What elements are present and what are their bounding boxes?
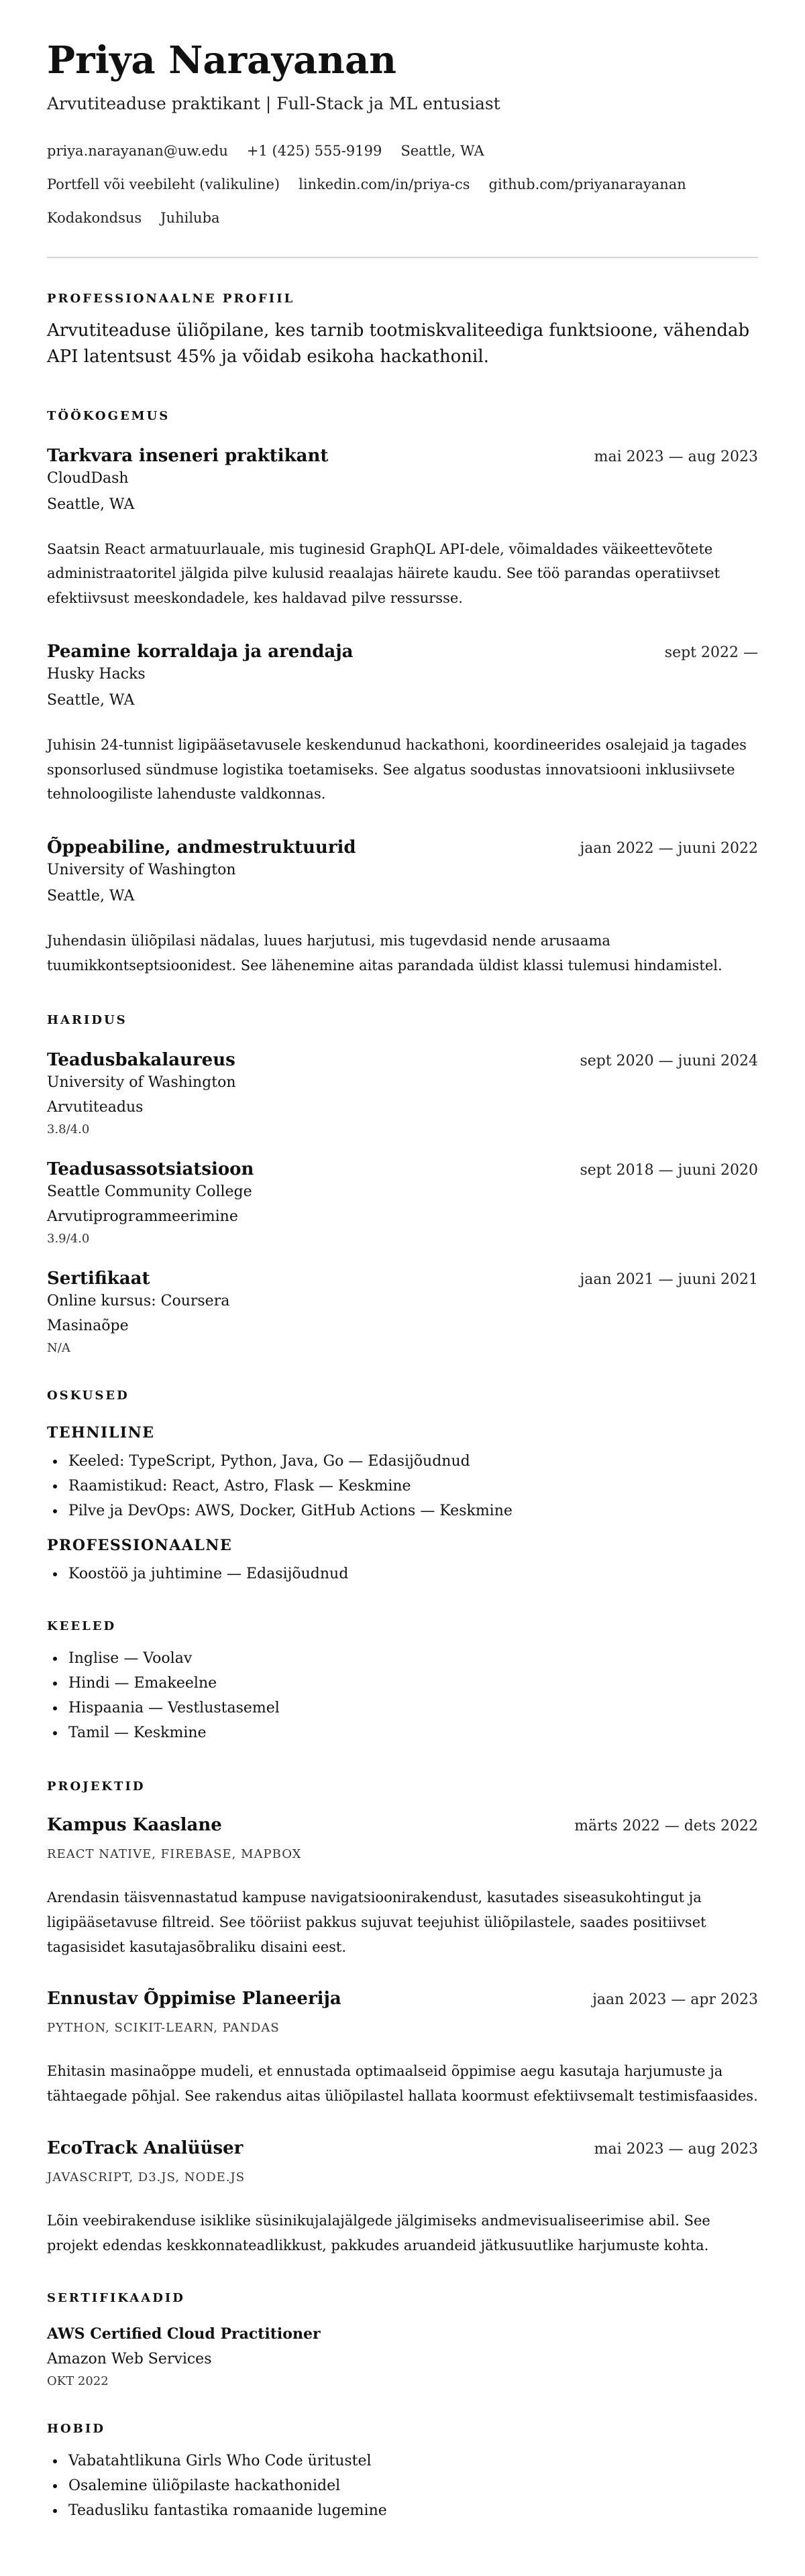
job-location: Seattle, WA — [47, 888, 135, 905]
project-title: EcoTrack Analüüser — [47, 2138, 244, 2158]
project-title: Ennustav Õppimise Planeerija — [47, 1989, 341, 2009]
project-entry — [47, 2138, 758, 2258]
github-link[interactable]: github.com/priyanarayanan — [488, 176, 686, 192]
job-title: Tarkvara inseneri praktikant — [47, 445, 329, 466]
email-link[interactable]: priya.narayanan@uw.edu — [47, 142, 228, 159]
languages-section — [47, 1619, 758, 1746]
degree-title: Teadusassotsiatsioon — [47, 1159, 254, 1179]
gpa: 3.9/4.0 — [47, 1231, 90, 1246]
job-description: Juhendasin üliõpilasi nädalas, luues harjutusi, mis tugevdasid nende arusaama tuumikkontseptsioonidest. See lähenemine aitas parandada üldist klassi tulemusi hindamistel. — [47, 933, 722, 974]
project-date: jaan 2023 — apr 2023 — [592, 1991, 758, 2009]
school-name: Online kursus: Coursera — [47, 1292, 230, 1309]
project-description: Lõin veebirakenduse isiklike süsinikujalajälgede jälgimiseks andmevisualiseerimise abil. See projekt edendas keskkonnateadlikkust, pakkudes aruandeid jätkusuutlike harjumuste kohta. — [47, 2212, 710, 2253]
degree-date: jaan 2021 — juuni 2021 — [580, 1271, 758, 1288]
degree-title: Teadusbakalaureus — [47, 1049, 235, 1070]
list-item: • Teadusliku fantastika romaanide lugemine — [66, 2499, 758, 2524]
school-name: Seattle Community College — [47, 1183, 252, 1200]
job-date: mai 2023 — aug 2023 — [594, 448, 758, 465]
hobbies-section — [47, 2422, 758, 2524]
profile-section — [47, 292, 758, 370]
education-entry — [47, 1159, 758, 1246]
job-location: Seattle, WA — [47, 495, 135, 513]
gpa: N/A — [47, 1340, 70, 1355]
drivers-license: Juhiluba — [160, 209, 220, 226]
study-field: Arvutiteadus — [47, 1098, 144, 1116]
list-item: • Keeled: TypeScript, Python, Java, Go — Edasijõudnud — [66, 1450, 758, 1474]
section-title-projects: PROJEKTID — [47, 1779, 146, 1794]
skills-section — [47, 1389, 758, 1588]
contact-row-links — [47, 176, 758, 192]
school-name: University of Washington — [47, 1073, 236, 1091]
candidate-subtitle: Arvutiteaduse praktikant | Full-Stack ja ML entusiast — [47, 93, 500, 113]
section-title-skills: OSKUSED — [47, 1388, 129, 1403]
job-title: Õppeabiline, andmestruktuurid — [47, 837, 356, 858]
job-org: Husky Hacks — [47, 665, 146, 683]
projects-section — [47, 1779, 758, 2258]
section-title-education: HARIDUS — [47, 1012, 127, 1027]
certificate-date: OKT 2022 — [47, 2374, 109, 2389]
section-title-experience: TÖÖKOGEMUS — [47, 408, 170, 423]
hobbies-list — [47, 2449, 758, 2524]
list-item: • Koostöö ja juhtimine — Edasijõudnud — [66, 1562, 758, 1587]
list-item: • Vabatahtlikuna Girls Who Code üritustel — [66, 2449, 758, 2474]
list-item: • Hispaania — Vestlustasemel — [66, 1696, 758, 1721]
languages-list — [47, 1647, 758, 1746]
job-date: sept 2022 — — [664, 644, 758, 661]
degree-title: Sertifikaat — [47, 1268, 150, 1289]
header-divider — [47, 257, 758, 258]
job-description: Saatsin React armatuurlauale, mis tuginesid GraphQL API-dele, võimaldades väikeettevõtete administraatoritel jälgida pilve kulusid reaalajas häirete kaudu. See töö parandas operatiivset efektiivsust meeskondadele, kes haldavad pilve ressursse. — [47, 540, 720, 607]
degree-date: sept 2018 — juuni 2020 — [580, 1161, 758, 1179]
project-tech: PYTHON, SCIKIT-LEARN, PANDAS — [47, 2021, 280, 2036]
skills-technical-heading: TEHNILINE — [47, 1423, 155, 1442]
study-field: Masinaõpe — [47, 1317, 129, 1334]
location: Seattle, WA — [400, 142, 484, 159]
resume-header — [47, 40, 758, 226]
skills-professional-list — [47, 1562, 758, 1587]
contact-row-extra — [47, 210, 758, 226]
project-tech: JAVASCRIPT, D3.JS, NODE.JS — [47, 2170, 246, 2184]
gpa: 3.8/4.0 — [47, 1122, 90, 1136]
experience-section — [47, 409, 758, 978]
project-description: Arendasin täisvennastatud kampuse navigatsioonirakendust, kasutades siseasukohtingut ja ligipääsetavuse filtreid. See tööriist pakkus sujuvat teejuhist üliõpilastele, saades positiivset tagasisidet kasutajasõbraliku disaini eest. — [47, 1889, 706, 1955]
citizenship: Kodakondsus — [47, 209, 142, 226]
project-entry — [47, 1815, 758, 1959]
section-title-hobbies: HOBID — [47, 2422, 105, 2437]
certificates-section — [47, 2291, 758, 2388]
project-title: Kampus Kaaslane — [47, 1815, 222, 1836]
list-item: • Hindi — Emakeelne — [66, 1672, 758, 1696]
section-title-certificates: SERTIFIKAADID — [47, 2291, 185, 2306]
job-location: Seattle, WA — [47, 691, 135, 709]
education-entry — [47, 1269, 758, 1355]
job-org: CloudDash — [47, 469, 129, 487]
list-item: • Tamil — Keskmine — [66, 1721, 758, 1746]
experience-entry — [47, 837, 758, 978]
experience-entry — [47, 446, 758, 611]
list-item: • Osalemine üliõpilaste hackathonidel — [66, 2474, 758, 2499]
project-date: mai 2023 — aug 2023 — [594, 2140, 758, 2158]
project-tech: REACT NATIVE, FIREBASE, MAPBOX — [47, 1847, 302, 1862]
skills-professional-heading: PROFESSIONAALNE — [47, 1537, 233, 1555]
list-item: • Pilve ja DevOps: AWS, Docker, GitHub Actions — Keskmine — [66, 1499, 758, 1524]
contact-row-primary — [47, 143, 758, 159]
job-description: Juhisin 24-tunnist ligipääsetavusele keskendunud hackathoni, koordineerides osalejaid ja tagades sponsorlused sündmuse logistika toetamiseks. See algatus soodustas innovatsiooni inklusiivsete tehnoloogiliste lahenduste valdkonnas. — [47, 736, 747, 803]
section-title-profile: PROFESSIONAALNE PROFIIL — [47, 291, 295, 306]
certificate-entry — [47, 2325, 758, 2388]
section-title-languages: KEELED — [47, 1619, 117, 1634]
education-entry — [47, 1050, 758, 1136]
experience-entry — [47, 642, 758, 807]
list-item: • Raamistikud: React, Astro, Flask — Keskmine — [66, 1474, 758, 1499]
skills-technical-list — [47, 1450, 758, 1524]
job-title: Peamine korraldaja ja arendaja — [47, 641, 354, 662]
certificate-issuer: Amazon Web Services — [47, 2351, 212, 2368]
certificate-title: AWS Certified Cloud Practitioner — [47, 2325, 321, 2343]
job-date: jaan 2022 — juuni 2022 — [580, 840, 758, 858]
degree-date: sept 2020 — juuni 2024 — [580, 1052, 758, 1069]
profile-summary: Arvutiteaduse üliõpilane, kes tarnib tootmiskvaliteediga funktsioone, vähendab API latentsust 45% ja võidab esikoha hackathonil. — [47, 320, 750, 367]
project-description: Ehitasin masinaõppe mudeli, et ennustada optimaalseid õppimise aegu kasutaja harjumuste ja tähtaegade põhjal. See rakendus aitas üliõpilastel hallata koormust efektiivsemalt testimisfaasides. — [47, 2063, 758, 2105]
education-section — [47, 1013, 758, 1355]
study-field: Arvutiprogrammeerimine — [47, 1208, 238, 1225]
list-item: • Inglise — Voolav — [66, 1647, 758, 1672]
linkedin-link[interactable]: linkedin.com/in/priya-cs — [299, 176, 470, 192]
project-entry — [47, 1989, 758, 2109]
project-date: märts 2022 — dets 2022 — [574, 1818, 758, 1835]
portfolio-link[interactable]: Portfell või veebileht (valikuline) — [47, 176, 280, 192]
job-org: University of Washington — [47, 862, 236, 879]
candidate-name: Priya Narayanan — [47, 38, 397, 82]
phone-number[interactable]: +1 (425) 555-9199 — [246, 142, 382, 159]
